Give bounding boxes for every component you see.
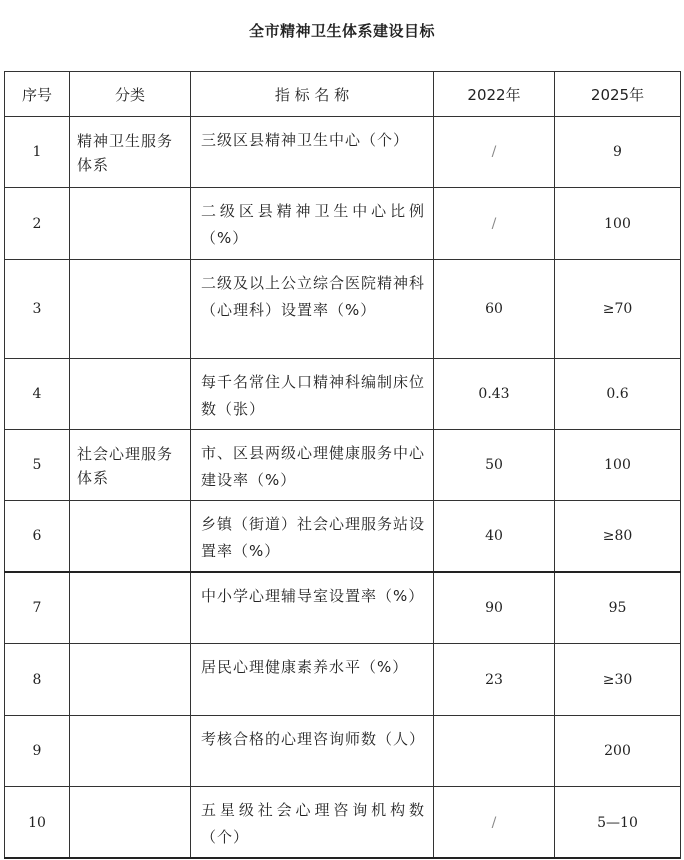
row-2025-value: 200: [555, 716, 681, 787]
row-category: [70, 359, 191, 430]
table-row: [5, 716, 681, 787]
row-2022-value: 23: [434, 644, 555, 716]
table-row: [5, 787, 681, 859]
row-category: [70, 787, 191, 859]
column-header-2025: 2025年: [555, 72, 681, 117]
row-number: 9: [5, 716, 70, 787]
row-indicator: 二级区县精神卫生中心比例（%）: [191, 188, 434, 260]
row-category: [70, 260, 191, 359]
row-2022-value: /: [434, 117, 555, 188]
row-number: 8: [5, 644, 70, 716]
row-category: [70, 716, 191, 787]
row-category: [70, 188, 191, 260]
row-indicator: 二级及以上公立综合医院精神科（心理科）设置率（%）: [191, 260, 434, 359]
row-2022-value: 50: [434, 430, 555, 501]
row-number: 5: [5, 430, 70, 501]
row-category: 社会心理服务体系: [70, 430, 191, 501]
row-indicator: 三级区县精神卫生中心（个）: [191, 117, 434, 188]
table-header-row: [5, 72, 681, 117]
row-2025-value: ≥80: [555, 501, 681, 572]
table-row: [5, 359, 681, 430]
column-header-no: 序号: [5, 72, 70, 117]
page-title: 全市精神卫生体系建设目标: [248, 22, 435, 40]
row-number: 1: [5, 117, 70, 188]
row-category: [70, 572, 191, 644]
row-2025-value: 9: [555, 117, 681, 188]
table-row: [5, 188, 681, 260]
table-row: [5, 117, 681, 188]
row-2022-value: 60: [434, 260, 555, 359]
targets-table: [4, 71, 681, 859]
row-2025-value: 5—10: [555, 787, 681, 859]
row-2025-value: ≥70: [555, 260, 681, 359]
column-header-category: 分类: [70, 72, 191, 117]
table-row: [5, 501, 681, 572]
row-2025-value: 95: [555, 572, 681, 644]
row-2022-value: /: [434, 188, 555, 260]
row-indicator: 每千名常住人口精神科编制床位数（张）: [191, 359, 434, 430]
row-indicator: 市、区县两级心理健康服务中心建设率（%）: [191, 430, 434, 501]
row-2025-value: ≥30: [555, 644, 681, 716]
row-indicator: 中小学心理辅导室设置率（%）: [191, 572, 434, 644]
row-2022-value: 0.43: [434, 359, 555, 430]
table-row: [5, 644, 681, 716]
table-row: [5, 572, 681, 644]
row-2022-value: 40: [434, 501, 555, 572]
row-number: 10: [5, 787, 70, 859]
row-number: 2: [5, 188, 70, 260]
row-number: 4: [5, 359, 70, 430]
row-indicator: 乡镇（街道）社会心理服务站设置率（%）: [191, 501, 434, 572]
column-header-indicator: 指 标 名 称: [191, 72, 434, 117]
row-number: 6: [5, 501, 70, 572]
row-2022-value: /: [434, 787, 555, 859]
row-2025-value: 100: [555, 188, 681, 260]
table-row: [5, 260, 681, 359]
table-row: [5, 430, 681, 501]
row-category: [70, 644, 191, 716]
row-category: 精神卫生服务体系: [70, 117, 191, 188]
row-category: [70, 501, 191, 572]
row-indicator: 五星级社会心理咨询机构数（个）: [191, 787, 434, 859]
column-header-2022: 2022年: [434, 72, 555, 117]
row-number: 7: [5, 572, 70, 644]
row-indicator: 考核合格的心理咨询师数（人）: [191, 716, 434, 787]
row-2025-value: 100: [555, 430, 681, 501]
row-2022-value: 90: [434, 572, 555, 644]
row-2022-value: [434, 716, 555, 787]
table-bottom-rule: [4, 857, 680, 859]
row-2025-value: 0.6: [555, 359, 681, 430]
row-indicator: 居民心理健康素养水平（%）: [191, 644, 434, 716]
row-number: 3: [5, 260, 70, 359]
